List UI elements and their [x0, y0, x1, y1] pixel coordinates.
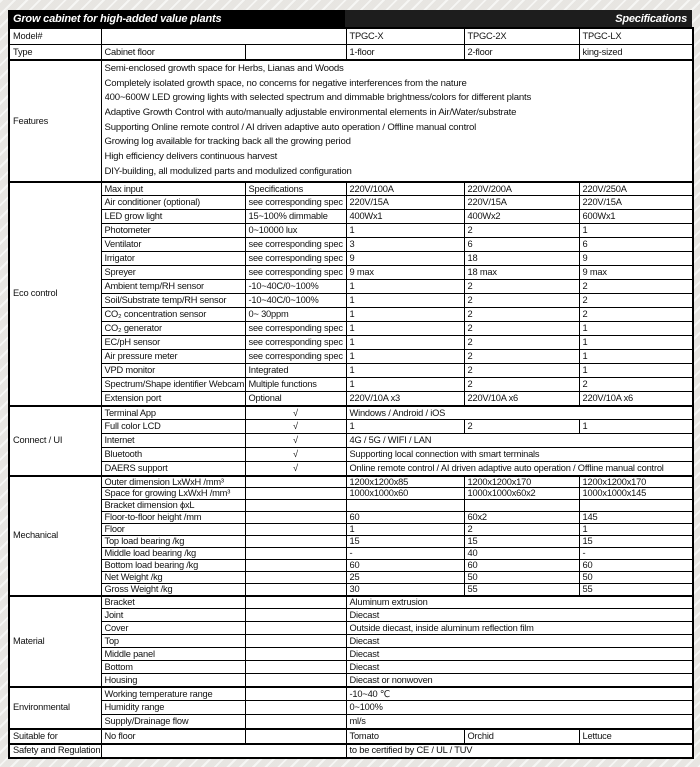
- row-spec: [245, 488, 346, 500]
- row-spec: [245, 560, 346, 572]
- row-spec: see corresponding spec: [245, 266, 346, 280]
- row-label: VPD monitor: [101, 364, 245, 378]
- section-label: Eco control: [9, 182, 101, 406]
- row-spec: [245, 701, 346, 715]
- spec-row: [9, 294, 693, 308]
- row-label: Air conditioner (optional): [101, 196, 245, 210]
- row-value: 220V/10A x6: [464, 392, 579, 406]
- row-value: 1200x1200x170: [579, 476, 693, 488]
- row-spec: [245, 584, 346, 596]
- row-label: Bottom load bearing /kg: [101, 560, 245, 572]
- model-row: [9, 28, 693, 44]
- spec-row: [9, 500, 693, 512]
- row-spec: see corresponding spec: [245, 336, 346, 350]
- spec-row: [9, 364, 693, 378]
- row-value-span: Diecast: [346, 635, 693, 648]
- row-value: 2: [464, 364, 579, 378]
- row-value: 60: [346, 560, 464, 572]
- row-value: 1000x1000x60: [346, 488, 464, 500]
- spec-row: [9, 687, 693, 701]
- row-value: 2: [464, 420, 579, 434]
- row-label: Middle panel: [101, 648, 245, 661]
- spec-row: [9, 406, 693, 420]
- row-value: 40: [464, 548, 579, 560]
- spec-row: [9, 635, 693, 648]
- model-name: TPGC-2X: [464, 28, 579, 44]
- row-value: 1: [579, 336, 693, 350]
- title-bar: [8, 10, 692, 27]
- row-label: Floor-to-floor height /mm: [101, 512, 245, 524]
- row-value: 6: [579, 238, 693, 252]
- row-value: 50: [579, 572, 693, 584]
- type-value: 1-floor: [346, 44, 464, 60]
- row-label: Full color LCD: [101, 420, 245, 434]
- row-value: 2: [579, 308, 693, 322]
- row-value-span: Diecast: [346, 661, 693, 674]
- row-value: 6: [464, 238, 579, 252]
- row-spec: see corresponding spec: [245, 196, 346, 210]
- feature-line: DIY-building, all modulized parts and modulized configuration: [104, 165, 352, 177]
- row-value-span: ml/s: [346, 715, 693, 729]
- spec-table: [8, 27, 694, 759]
- spec-row: [9, 448, 693, 462]
- spec-row: [9, 378, 693, 392]
- section-label: Features: [9, 60, 101, 182]
- row-value: 220V/10A x6: [579, 392, 693, 406]
- row-value: 55: [579, 584, 693, 596]
- row-label: Housing: [101, 674, 245, 687]
- feature-line: Supporting Online remote control / AI driven adaptive auto operation / Offline manual control: [104, 121, 477, 133]
- row-value: 1: [579, 524, 693, 536]
- row-label: Working temperature range: [101, 687, 245, 701]
- row-value-span: Aluminum extrusion: [346, 596, 693, 609]
- row-spec: 0~ 30ppm: [245, 308, 346, 322]
- spec-row: [9, 336, 693, 350]
- spec-row: [9, 609, 693, 622]
- row-spec: [245, 648, 346, 661]
- spec-row: [9, 488, 693, 500]
- row-value-span: Diecast: [346, 609, 693, 622]
- row-value: 60: [346, 512, 464, 524]
- row-value: 60: [579, 560, 693, 572]
- row-value: 18: [464, 252, 579, 266]
- row-spec: see corresponding spec: [245, 238, 346, 252]
- section-label: Mechanical: [9, 476, 101, 596]
- spec-sheet: [8, 10, 692, 759]
- row-value: 1: [346, 294, 464, 308]
- row-label: Supply/Drainage flow: [101, 715, 245, 729]
- row-spec: Optional: [245, 392, 346, 406]
- row-value-span: -10~40 ℃: [346, 687, 693, 701]
- row-spec: [245, 512, 346, 524]
- row-label: Irrigator: [101, 252, 245, 266]
- row-value-span: Supporting local connection with smart terminals: [346, 448, 693, 462]
- row-value: 3: [346, 238, 464, 252]
- row-label: Soil/Substrate temp/RH sensor: [101, 294, 245, 308]
- model-name: TPGC-LX: [579, 28, 693, 44]
- row-spec: [245, 596, 346, 609]
- model-spacer-cell: [101, 28, 346, 44]
- row-spec: -10~40C/0~100%: [245, 280, 346, 294]
- row-value: Lettuce: [579, 729, 693, 744]
- row-value: 9: [346, 252, 464, 266]
- row-value: 400Wx1: [346, 210, 464, 224]
- type-item: Cabinet floor: [101, 44, 245, 60]
- spec-row: [9, 392, 693, 406]
- feature-line: High efficiency delivers continuous harvest: [104, 151, 278, 163]
- row-value: 2: [464, 224, 579, 238]
- row-value: Orchid: [464, 729, 579, 744]
- row-label: Extension port: [101, 392, 245, 406]
- row-value: 1: [346, 322, 464, 336]
- row-label: Internet: [101, 434, 245, 448]
- row-label: Ventilator: [101, 238, 245, 252]
- row-label: LED grow light: [101, 210, 245, 224]
- type-spacer-cell: [245, 44, 346, 60]
- row-value: [464, 500, 579, 512]
- spec-row: [9, 350, 693, 364]
- feature-line: Adaptive Growth Control with auto/manually adjustable environmental elements in Air/Water/substrate: [104, 107, 517, 119]
- row-label: Space for growing LxWxH /mm³: [101, 488, 245, 500]
- row-label: Cover: [101, 622, 245, 635]
- spec-row: [9, 308, 693, 322]
- row-value: 1: [346, 364, 464, 378]
- row-spec: -10~40C/0~100%: [245, 294, 346, 308]
- row-spec: see corresponding spec: [245, 350, 346, 364]
- row-value: 2: [579, 280, 693, 294]
- row-label: Air pressure meter: [101, 350, 245, 364]
- row-value: 2: [464, 322, 579, 336]
- row-spec: [245, 661, 346, 674]
- spec-row: [9, 252, 693, 266]
- row-label: Gross Weight /kg: [101, 584, 245, 596]
- row-value: 145: [579, 512, 693, 524]
- row-label: Max input: [101, 182, 245, 196]
- spec-row: [9, 512, 693, 524]
- row-value: 30: [346, 584, 464, 596]
- row-label: Top: [101, 635, 245, 648]
- row-value: 220V/100A: [346, 182, 464, 196]
- row-label: Net Weight /kg: [101, 572, 245, 584]
- row-value-span: Diecast or nonwoven: [346, 674, 693, 687]
- row-value: 1200x1200x85: [346, 476, 464, 488]
- row-value: 60: [464, 560, 579, 572]
- type-value: 2-floor: [464, 44, 579, 60]
- spec-row: [9, 476, 693, 488]
- row-label: Bluetooth: [101, 448, 245, 462]
- spec-row: [9, 322, 693, 336]
- row-value: 15: [464, 536, 579, 548]
- row-value-span: Online remote control / AI driven adaptive auto operation / Offline manual control: [346, 462, 693, 476]
- row-spec: Multiple functions: [245, 378, 346, 392]
- row-spec: [245, 635, 346, 648]
- row-spec: [245, 536, 346, 548]
- row-value: 1200x1200x170: [464, 476, 579, 488]
- spec-row: [9, 182, 693, 196]
- row-spec: [245, 687, 346, 701]
- row-value-span: Diecast: [346, 648, 693, 661]
- row-spec: [245, 500, 346, 512]
- section-label: Environmental: [9, 687, 101, 729]
- row-value: 2: [464, 378, 579, 392]
- row-value-span: Outside diecast, inside aluminum reflection film: [346, 622, 693, 635]
- row-label: Top load bearing /kg: [101, 536, 245, 548]
- row-spec: [245, 729, 346, 744]
- spec-row: [9, 548, 693, 560]
- row-spec: [245, 622, 346, 635]
- spec-row: [9, 420, 693, 434]
- row-value: 15: [579, 536, 693, 548]
- row-spec: [245, 572, 346, 584]
- row-value: 2: [464, 336, 579, 350]
- spec-row: [9, 266, 693, 280]
- type-label: Type: [9, 44, 101, 60]
- row-value: 25: [346, 572, 464, 584]
- row-value: 220V/15A: [464, 196, 579, 210]
- check-mark: √: [245, 420, 346, 434]
- row-value: [346, 500, 464, 512]
- spec-row: [9, 572, 693, 584]
- row-value: 1: [346, 308, 464, 322]
- row-label: Bottom: [101, 661, 245, 674]
- check-mark: √: [245, 406, 346, 420]
- row-label: DAERS support: [101, 462, 245, 476]
- section-label: Material: [9, 596, 101, 687]
- row-value: 1: [579, 364, 693, 378]
- row-label: Humidity range: [101, 701, 245, 715]
- row-value: 9: [579, 252, 693, 266]
- spec-row: [9, 661, 693, 674]
- row-value: 1: [346, 524, 464, 536]
- row-spec: [245, 524, 346, 536]
- page-title: Grow cabinet for high-added value plants: [13, 12, 222, 25]
- row-value: 600Wx1: [579, 210, 693, 224]
- row-value: 1: [346, 350, 464, 364]
- row-spec: 0~10000 lux: [245, 224, 346, 238]
- row-value: 1000x1000x145: [579, 488, 693, 500]
- row-label: CO₂ generator: [101, 322, 245, 336]
- features-row: [9, 60, 693, 182]
- row-value: 220V/15A: [346, 196, 464, 210]
- spec-row: [9, 210, 693, 224]
- spec-row: [9, 238, 693, 252]
- type-value: king-sized: [579, 44, 693, 60]
- spec-row: [9, 729, 693, 744]
- row-value: 1: [579, 350, 693, 364]
- row-spec: 15~100% dimmable: [245, 210, 346, 224]
- check-mark: √: [245, 448, 346, 462]
- row-value: -: [579, 548, 693, 560]
- features-text-cell: [101, 60, 693, 182]
- row-value: -: [346, 548, 464, 560]
- row-value: 1: [579, 322, 693, 336]
- row-value-span: 4G / 5G / WIFI / LAN: [346, 434, 693, 448]
- row-value: 1: [579, 224, 693, 238]
- row-value: 1: [346, 420, 464, 434]
- spec-row: [9, 744, 693, 758]
- row-label: Photometer: [101, 224, 245, 238]
- row-value: 18 max: [464, 266, 579, 280]
- row-value: 60x2: [464, 512, 579, 524]
- row-spec: [245, 715, 346, 729]
- spec-row: [9, 524, 693, 536]
- row-value: [579, 500, 693, 512]
- spec-row: [9, 536, 693, 548]
- spec-row: [9, 701, 693, 715]
- row-value-span: to be certified by CE / UL / TUV: [346, 744, 693, 758]
- row-value: 220V/250A: [579, 182, 693, 196]
- spec-row: [9, 560, 693, 572]
- row-spec: [245, 548, 346, 560]
- spec-row: [9, 434, 693, 448]
- row-spec: [245, 674, 346, 687]
- row-label: Spreyer: [101, 266, 245, 280]
- row-label: Bracket dimension ϕxL: [101, 500, 245, 512]
- row-value: 1: [346, 378, 464, 392]
- row-value: 2: [464, 294, 579, 308]
- row-value: 1000x1000x60x2: [464, 488, 579, 500]
- page-subtitle: Specifications: [615, 12, 687, 25]
- row-value: 9 max: [579, 266, 693, 280]
- row-value: 1: [346, 336, 464, 350]
- section-label: Safety and Regulation: [9, 744, 101, 758]
- check-mark: √: [245, 462, 346, 476]
- row-value: 1: [346, 224, 464, 238]
- spec-row: [9, 280, 693, 294]
- spec-row: [9, 648, 693, 661]
- row-value: 2: [464, 280, 579, 294]
- row-label: Spectrum/Shape identifier Webcam: [101, 378, 245, 392]
- row-value: 15: [346, 536, 464, 548]
- row-value: 1: [346, 280, 464, 294]
- row-value: 220V/15A: [579, 196, 693, 210]
- row-value: 9 max: [346, 266, 464, 280]
- row-spec: see corresponding spec: [245, 322, 346, 336]
- row-label: No floor: [101, 729, 245, 744]
- row-value: 2: [464, 350, 579, 364]
- row-label: Floor: [101, 524, 245, 536]
- spec-row: [9, 584, 693, 596]
- row-spec: Specifications: [245, 182, 346, 196]
- section-label: Connect / UI: [9, 406, 101, 476]
- row-label: CO₂ concentration sensor: [101, 308, 245, 322]
- type-row: [9, 44, 693, 60]
- feature-line: Semi-enclosed growth space for Herbs, Lianas and Woods: [104, 63, 344, 74]
- row-value: 2: [579, 378, 693, 392]
- row-label: Ambient temp/RH sensor: [101, 280, 245, 294]
- model-name: TPGC-X: [346, 28, 464, 44]
- spec-row: [9, 674, 693, 687]
- spec-row: [9, 715, 693, 729]
- row-label: Joint: [101, 609, 245, 622]
- row-value: 2: [464, 308, 579, 322]
- row-value: 2: [464, 524, 579, 536]
- row-spec: [245, 476, 346, 488]
- row-value-span: Windows / Android / iOS: [346, 406, 693, 420]
- row-label: Bracket: [101, 596, 245, 609]
- row-label: Terminal App: [101, 406, 245, 420]
- row-value: 1: [579, 420, 693, 434]
- section-label: Suitable for: [9, 729, 101, 744]
- feature-line: Growing log available for tracking back all the growing period: [104, 136, 351, 148]
- row-value: 2: [579, 294, 693, 308]
- spec-row: [9, 462, 693, 476]
- row-value: 50: [464, 572, 579, 584]
- row-value: 55: [464, 584, 579, 596]
- spec-row: [9, 196, 693, 210]
- row-spec: Integrated: [245, 364, 346, 378]
- feature-line: Completely isolated growth space, no concerns for negative interferences from the nature: [104, 77, 467, 89]
- row-value-span: 0~100%: [346, 701, 693, 715]
- model-label: Model#: [9, 28, 101, 44]
- row-label: [101, 744, 346, 758]
- spec-row: [9, 224, 693, 238]
- row-label: EC/pH sensor: [101, 336, 245, 350]
- row-value: 220V/10A x3: [346, 392, 464, 406]
- row-value: 400Wx2: [464, 210, 579, 224]
- check-mark: √: [245, 434, 346, 448]
- row-spec: see corresponding spec: [245, 252, 346, 266]
- row-spec: [245, 609, 346, 622]
- spec-row: [9, 596, 693, 609]
- row-value: 220V/200A: [464, 182, 579, 196]
- row-label: Outer dimension LxWxH /mm³: [101, 476, 245, 488]
- spec-row: [9, 622, 693, 635]
- feature-line: 400~600W LED growing lights with selected spectrum and dimmable brightness/colors for different plants: [104, 92, 532, 104]
- row-label: Middle load bearing /kg: [101, 548, 245, 560]
- row-value: Tomato: [346, 729, 464, 744]
